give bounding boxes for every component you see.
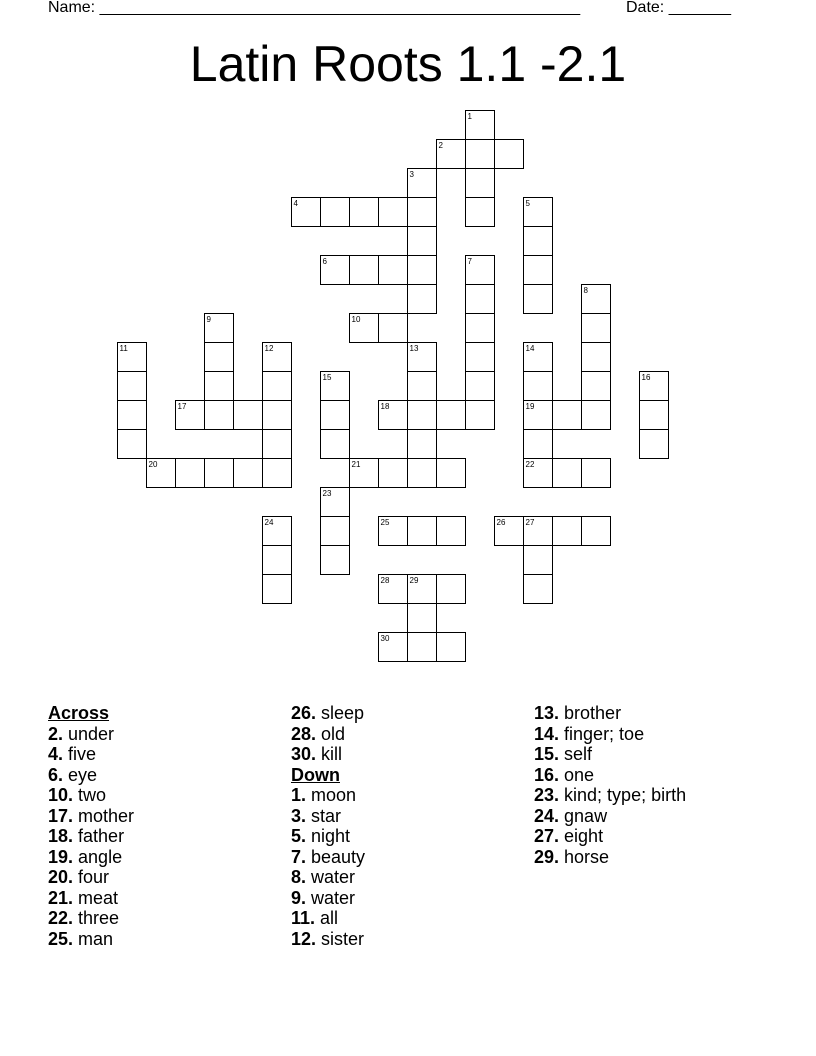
down-clue	[534, 703, 686, 724]
grid-cell[interactable]	[407, 226, 437, 256]
grid-cell[interactable]	[175, 458, 205, 488]
grid-cell[interactable]	[378, 313, 408, 343]
clue-num: 7.	[291, 846, 307, 867]
clue-number: 5	[525, 199, 530, 208]
clue-text: beauty	[306, 846, 366, 867]
grid-cell[interactable]	[581, 313, 611, 343]
across-clue	[48, 744, 134, 765]
clue-number: 16	[641, 373, 651, 382]
clue-num: 17.	[48, 805, 74, 826]
clue-text: finger; toe	[559, 723, 645, 744]
clue-number: 23	[322, 489, 332, 498]
grid-cell[interactable]	[320, 400, 350, 430]
clue-number: 29	[409, 576, 419, 585]
across-clue	[48, 785, 134, 806]
clue-text: kind; type; birth	[559, 785, 687, 805]
clue-text: moon	[306, 785, 357, 805]
clue-num: 4.	[48, 744, 64, 764]
grid-cell[interactable]	[378, 255, 408, 285]
grid-cell[interactable]	[262, 545, 292, 575]
grid-cell[interactable]	[523, 342, 553, 372]
clue-num: 16.	[534, 764, 560, 785]
clue-text: self	[559, 744, 593, 764]
grid-cell[interactable]	[117, 342, 147, 372]
grid-cell[interactable]	[407, 458, 437, 488]
grid-cell[interactable]	[465, 400, 495, 430]
clue-num: 5.	[291, 826, 307, 846]
clue-num: 23.	[534, 785, 560, 805]
across-clue	[48, 847, 134, 868]
clue-number: 19	[525, 402, 535, 411]
grid-cell[interactable]	[262, 371, 292, 401]
grid-cell[interactable]	[262, 400, 292, 430]
date-field-label: Date: _______	[626, 0, 731, 16]
grid-cell[interactable]	[407, 516, 437, 546]
clue-number: 1	[467, 112, 472, 121]
across-clue	[291, 744, 365, 765]
down-clue	[534, 806, 686, 827]
grid-cell[interactable]	[436, 632, 466, 662]
grid-cell[interactable]	[552, 400, 582, 430]
down-clue	[291, 867, 365, 888]
grid-cell[interactable]	[494, 516, 524, 546]
clue-text: father	[73, 826, 125, 846]
down-clue	[291, 785, 365, 806]
grid-cell[interactable]	[320, 429, 350, 459]
grid-cell[interactable]	[407, 342, 437, 372]
clue-num: 10.	[48, 785, 74, 805]
clue-text: four	[73, 867, 110, 887]
clue-number: 15	[322, 373, 332, 382]
grid-cell[interactable]	[581, 400, 611, 430]
grid-cell[interactable]	[436, 516, 466, 546]
grid-cell[interactable]	[523, 400, 553, 430]
clue-num: 12.	[291, 928, 317, 949]
grid-cell[interactable]	[436, 400, 466, 430]
grid-cell[interactable]	[291, 197, 321, 227]
grid-cell[interactable]	[320, 487, 350, 517]
grid-cell[interactable]	[175, 400, 205, 430]
grid-cell[interactable]	[465, 139, 495, 169]
grid-cell[interactable]	[523, 574, 553, 604]
clue-num: 11.	[291, 908, 316, 928]
grid-cell[interactable]	[204, 458, 234, 488]
grid-cell[interactable]	[407, 371, 437, 401]
down-clue	[534, 826, 686, 847]
grid-cell[interactable]	[204, 400, 234, 430]
clue-text: meat	[73, 887, 119, 908]
across-clue	[291, 724, 365, 745]
clue-number: 4	[293, 199, 298, 208]
clue-text: five	[63, 744, 97, 764]
clue-text: water	[306, 867, 356, 887]
clue-column-3	[534, 703, 686, 867]
grid-cell[interactable]	[320, 371, 350, 401]
grid-cell[interactable]	[523, 516, 553, 546]
grid-cell[interactable]	[378, 574, 408, 604]
grid-cell[interactable]	[117, 400, 147, 430]
clue-number: 21	[351, 460, 361, 469]
grid-cell[interactable]	[465, 371, 495, 401]
grid-cell[interactable]	[552, 516, 582, 546]
clue-num: 20.	[48, 867, 74, 887]
clue-text: all	[315, 908, 339, 928]
clue-num: 19.	[48, 846, 74, 867]
clue-num: 15.	[534, 744, 560, 764]
across-clue	[48, 867, 134, 888]
clue-number: 18	[380, 402, 390, 411]
grid-cell[interactable]	[639, 371, 669, 401]
down-clue	[534, 724, 686, 745]
grid-cell[interactable]	[523, 255, 553, 285]
clue-num: 1.	[291, 785, 307, 805]
clue-num: 2.	[48, 723, 64, 744]
grid-cell[interactable]	[494, 139, 524, 169]
grid-cell[interactable]	[233, 400, 263, 430]
grid-cell[interactable]	[436, 139, 466, 169]
clue-number: 27	[525, 518, 535, 527]
grid-cell[interactable]	[552, 458, 582, 488]
clue-number: 8	[583, 286, 588, 295]
grid-cell[interactable]	[204, 371, 234, 401]
down-clue	[291, 826, 365, 847]
clue-text: man	[73, 928, 114, 949]
grid-cell[interactable]	[262, 574, 292, 604]
grid-cell[interactable]	[349, 458, 379, 488]
down-clue	[534, 785, 686, 806]
clue-num: 24.	[534, 805, 560, 826]
grid-cell[interactable]	[436, 458, 466, 488]
grid-cell[interactable]	[407, 255, 437, 285]
clue-text: old	[316, 723, 346, 744]
clue-text: mother	[73, 805, 135, 826]
clue-text: under	[63, 723, 115, 744]
grid-cell[interactable]	[320, 516, 350, 546]
clue-number: 22	[525, 460, 535, 469]
clue-number: 13	[409, 344, 419, 353]
grid-cell[interactable]	[320, 545, 350, 575]
grid-cell[interactable]	[320, 255, 350, 285]
grid-cell[interactable]	[349, 255, 379, 285]
grid-cell[interactable]	[581, 342, 611, 372]
grid-cell[interactable]	[262, 458, 292, 488]
grid-cell[interactable]	[117, 371, 147, 401]
clue-number: 11	[119, 344, 128, 353]
clue-number: 7	[467, 257, 472, 266]
page-title: Latin Roots 1.1 -2.1	[189, 36, 627, 92]
grid-cell[interactable]	[465, 313, 495, 343]
clue-number: 6	[322, 257, 327, 266]
grid-cell[interactable]	[204, 313, 234, 343]
clue-number: 17	[177, 402, 187, 411]
across-clue	[48, 826, 134, 847]
clue-num: 22.	[48, 908, 74, 928]
clue-num: 18.	[48, 826, 74, 846]
clue-text: eye	[63, 764, 98, 785]
grid-cell[interactable]	[465, 255, 495, 285]
grid-cell[interactable]	[581, 458, 611, 488]
clue-number: 28	[380, 576, 390, 585]
clue-text: brother	[559, 703, 622, 723]
grid-cell[interactable]	[407, 168, 437, 198]
grid-cell[interactable]	[639, 400, 669, 430]
clue-number: 30	[380, 634, 390, 643]
grid-cell[interactable]	[204, 342, 234, 372]
clue-number: 25	[380, 518, 390, 527]
across-clue	[48, 908, 134, 929]
clue-text: kill	[316, 744, 343, 764]
clue-number: 26	[496, 518, 506, 527]
clue-num: 8.	[291, 867, 307, 887]
across-clue	[48, 806, 134, 827]
clue-num: 28.	[291, 723, 317, 744]
clue-num: 3.	[291, 805, 307, 826]
clue-number: 24	[264, 518, 274, 527]
clue-text: horse	[559, 846, 610, 867]
clue-num: 30.	[291, 744, 317, 764]
grid-cell[interactable]	[262, 429, 292, 459]
grid-cell[interactable]	[233, 458, 263, 488]
clue-num: 14.	[534, 723, 560, 744]
clue-num: 27.	[534, 826, 560, 846]
clue-number: 14	[525, 344, 535, 353]
clue-heading: Across	[48, 703, 110, 723]
clue-number: 2	[438, 141, 443, 150]
grid-cell[interactable]	[262, 342, 292, 372]
across-clue	[48, 724, 134, 745]
clue-num: 26.	[291, 703, 317, 723]
grid-cell[interactable]	[523, 371, 553, 401]
clue-text: two	[73, 785, 107, 805]
grid-cell[interactable]	[378, 400, 408, 430]
clue-text: eight	[559, 826, 604, 846]
grid-cell[interactable]	[407, 400, 437, 430]
grid-cell[interactable]	[262, 516, 292, 546]
grid-cell[interactable]	[378, 632, 408, 662]
clue-number: 20	[148, 460, 158, 469]
grid-cell[interactable]	[465, 284, 495, 314]
down-clue	[291, 806, 365, 827]
across-clue	[48, 888, 134, 909]
clue-num: 21.	[48, 887, 74, 908]
clue-column-2	[291, 703, 365, 949]
grid-cell[interactable]	[407, 603, 437, 633]
grid-cell[interactable]	[581, 371, 611, 401]
grid-cell[interactable]	[407, 574, 437, 604]
down-clue	[534, 744, 686, 765]
grid-cell[interactable]	[581, 284, 611, 314]
clue-number: 12	[264, 344, 274, 353]
grid-cell[interactable]	[378, 458, 408, 488]
clue-number: 10	[351, 315, 361, 324]
grid-cell[interactable]	[407, 632, 437, 662]
grid-cell[interactable]	[465, 110, 495, 140]
grid-cell[interactable]	[523, 284, 553, 314]
grid-cell[interactable]	[349, 197, 379, 227]
across-clue	[291, 703, 365, 724]
clue-number: 9	[206, 315, 211, 324]
grid-cell[interactable]	[320, 197, 350, 227]
grid-cell[interactable]	[523, 226, 553, 256]
clue-text: sister	[316, 928, 365, 949]
grid-cell[interactable]	[407, 197, 437, 227]
grid-cell[interactable]	[581, 516, 611, 546]
clue-text: angle	[73, 846, 123, 867]
grid-cell[interactable]	[639, 429, 669, 459]
clue-column-1	[48, 703, 134, 949]
grid-cell[interactable]	[523, 458, 553, 488]
grid-cell[interactable]	[378, 197, 408, 227]
across-clue	[48, 765, 134, 786]
across-clue	[48, 929, 134, 950]
grid-cell[interactable]	[523, 197, 553, 227]
clue-num: 6.	[48, 764, 64, 785]
down-clue	[534, 847, 686, 868]
clue-num: 9.	[291, 887, 307, 908]
clue-text: sleep	[316, 703, 365, 723]
clue-text: one	[559, 764, 595, 785]
clue-heading: Down	[291, 764, 340, 785]
clue-num: 13.	[534, 703, 560, 723]
grid-cell[interactable]	[465, 197, 495, 227]
grid-cell[interactable]	[523, 429, 553, 459]
grid-cell[interactable]	[407, 284, 437, 314]
grid-cell[interactable]	[436, 574, 466, 604]
grid-cell[interactable]	[378, 516, 408, 546]
grid-cell[interactable]	[523, 545, 553, 575]
grid-cell[interactable]	[465, 168, 495, 198]
grid-cell[interactable]	[146, 458, 176, 488]
clue-num: 29.	[534, 846, 560, 867]
clue-text: star	[306, 805, 342, 826]
clue-number: 3	[409, 170, 414, 179]
down-clue	[291, 908, 365, 929]
down-clue	[534, 765, 686, 786]
clue-text: three	[73, 908, 120, 928]
down-clue	[291, 888, 365, 909]
clue-text: water	[306, 887, 356, 908]
down-clue	[291, 929, 365, 950]
clue-text: night	[306, 826, 351, 846]
down-clue	[291, 847, 365, 868]
name-field-label: Name: ______________________________________________________	[48, 0, 581, 16]
grid-cell[interactable]	[465, 342, 495, 372]
grid-cell[interactable]	[407, 429, 437, 459]
grid-cell[interactable]	[117, 429, 147, 459]
clue-text: gnaw	[559, 805, 608, 826]
clue-num: 25.	[48, 928, 74, 949]
grid-cell[interactable]	[349, 313, 379, 343]
